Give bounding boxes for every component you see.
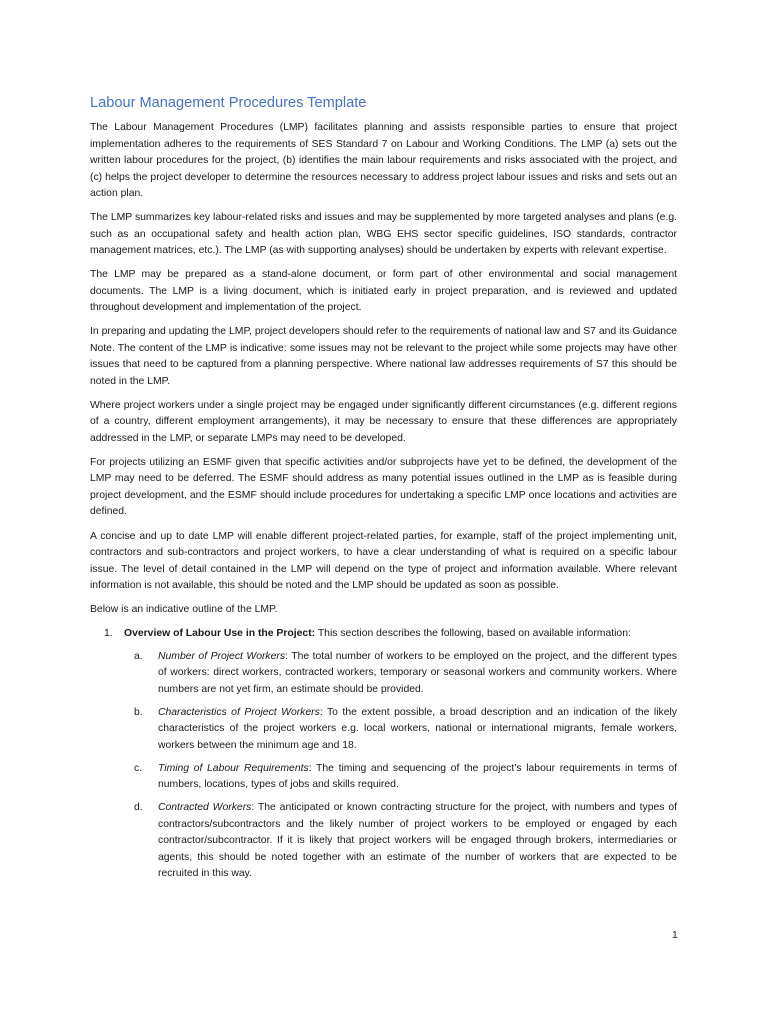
document-page — [90, 94, 677, 889]
paragraph-risks: The LMP summarizes key labour-related risks and issues and may be supplemented by more targeted analyses and plans (e.g. such as an occupational safety and health action plan, WBG EHS sector specific guidelines, ISO standards, contractor management matrices, etc.). The LMP (as with supporting analyses) should be undertaken by experts with relevant expertise. — [90, 212, 677, 257]
subitem-body — [158, 761, 677, 794]
outline-text — [124, 626, 677, 643]
outline-item-1 — [90, 626, 677, 643]
paragraph-esmf: For projects utilizing an ESMF given that specific activities and/or subprojects have yet to be defined, the development of the LMP may need to be deferred. The ESMF should address as many potential issues outlined in the LMP as is feasible during project development, and the ESMF should include procedures for undertaking a specific LMP once locations and activities are defined. — [90, 456, 677, 518]
subitem-body — [158, 649, 677, 699]
outline-number: 1. — [104, 628, 113, 640]
subitem-c — [90, 761, 677, 794]
outline-intro: This section describes the following, based on available information: — [315, 628, 631, 640]
subitem-body — [158, 705, 677, 755]
subitem-body — [158, 800, 677, 883]
outline-list — [90, 626, 677, 883]
page-number: 1 — [672, 930, 678, 941]
paragraph-standalone: The LMP may be prepared as a stand-alone document, or form part of other environmental and social management documents. The LMP is a living document, which is initiated early in project preparation, and is reviewed and updated throughout development and implementation of the project. — [90, 269, 677, 314]
document-title: Labour Management Procedures Template — [90, 95, 367, 111]
subitem-letter: a. — [134, 650, 143, 662]
outline-subitems — [90, 649, 677, 883]
subitem-term: Contracted Workers — [158, 802, 252, 814]
subitem-term: Timing of Labour Requirements — [158, 762, 309, 774]
subitem-a — [90, 649, 677, 699]
outline-heading: Overview of Labour Use in the Project: — [124, 628, 316, 640]
paragraph-concise: A concise and up to date LMP will enable different project-related parties, for example, staff of the project implementing unit, contractors and sub-contractors and project workers, to have a clear understanding of what is required on a specific labour issue. The level of detail contained in the LMP will depend on the type of project and information available. Where relevant information is not available, this should be noted and the LMP should be updated as soon as possible. — [90, 530, 677, 592]
subitem-text: : The timing and sequencing of the project’s labour requirements in terms of numbers, locations, types of jobs and skills required. — [158, 762, 677, 791]
paragraph-intro: The Labour Management Procedures (LMP) facilitates planning and assists responsible parties to ensure that project implementation adheres to the requirements of SES Standard 7 on Labour and Working Conditions. The LMP (a) sets out the written labour procedures for the project, (b) identifies the main labour requirements and risks associated with the project, and (c) helps the project developer to determine the resources necessary to address project labour issues and risks and sets out an action plan. — [90, 122, 677, 199]
subitem-text: : The anticipated or known contracting structure for the project, with numbers and types of contractors/subcontractors and the likely number of project workers to be employed or engaged by each contractor/subcontractor. If it is likely that project workers will be engaged through brokers, intermediaries or agents, this should be noted together with an estimate of the number of workers that are expected to be recruited in this way. — [158, 802, 678, 880]
subitem-d — [90, 800, 677, 883]
paragraph-circumstances: Where project workers under a single project may be engaged under significantly different circumstances (e.g. different regions of a country, different employment arrangements), it may be necessary to ensure that these differences are appropriately addressed in the LMP, or separate LMPs may need to be developed. — [90, 399, 677, 444]
subitem-letter: d. — [134, 802, 143, 814]
paragraph-outline-intro: Below is an indicative outline of the LMP. — [90, 604, 278, 616]
paragraph-national-law: In preparing and updating the LMP, project developers should refer to the requirements of national law and S7 and its Guidance Note. The content of the LMP is indicative: some issues may not be relevant to the project while some projects may have other issues that need to be captured from a planning perspective. Where national law addresses requirements of S7 this should be noted in the LMP. — [90, 326, 677, 387]
subitem-text: : The total number of workers to be employed on the project, and the different types of workers: direct workers, contracted workers, temporary or seasonal workers and community workers. Where numbers are not yet firm, an estimate should be provided. — [158, 650, 678, 695]
subitem-b — [90, 705, 677, 755]
subitem-term: Characteristics of Project Workers — [158, 706, 320, 718]
subitem-text: : To the extent possible, a broad description and an indication of the likely characteristics of the project workers e.g. local workers, national or international migrants, female workers, workers between the minimum age and 18. — [158, 706, 677, 751]
subitem-letter: b. — [134, 706, 143, 718]
subitem-term: Number of Project Workers — [158, 650, 286, 662]
subitem-letter: c. — [134, 762, 143, 774]
